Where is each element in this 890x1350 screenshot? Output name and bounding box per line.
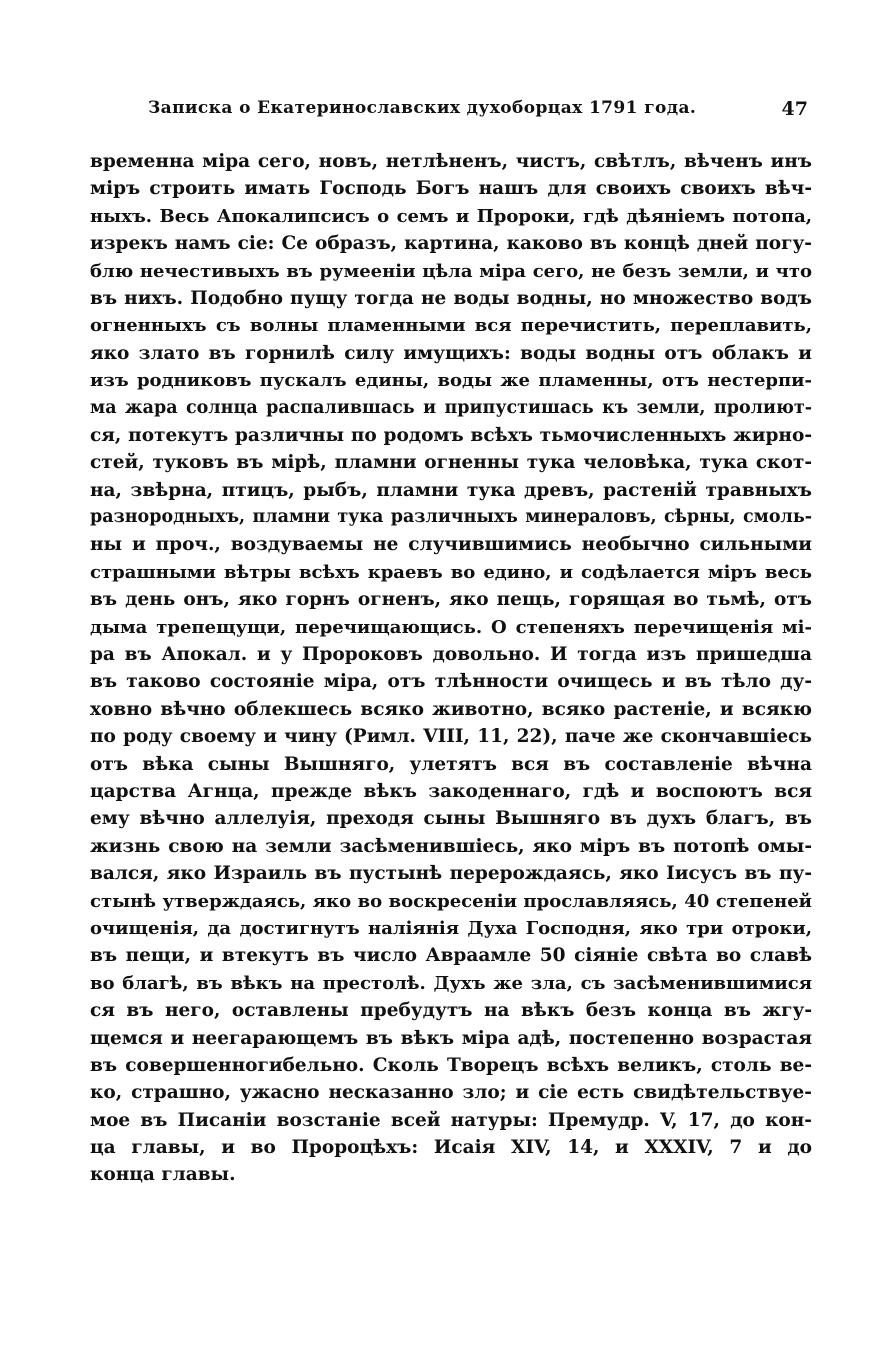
text-line: въ совершенногибельно. Сколь Творецъ всѣхъ великъ, столь ве-	[90, 1054, 812, 1076]
running-title: Записка о Екатеринославских духоборцах 1791 года.	[148, 98, 697, 118]
text-line: огненныхъ съ волны пламенными вся перечистить, переплавить,	[90, 315, 812, 337]
text-line: ра въ Апокал. и у Пророковъ довольно. И тогда изъ пришедша	[90, 644, 812, 666]
text-line: щемся и неегарающемъ въ вѣкъ міра адѣ, постепенно возрастая	[90, 1027, 812, 1049]
text-line: ся, потекутъ различны по родомъ всѣхъ тьмочисленныхъ жирно-	[90, 424, 812, 446]
text-line: стей, туковъ въ мірѣ, пламни огненны тука человѣка, тука скот-	[90, 452, 812, 474]
text-line: отъ вѣка сыны Вышняго, улетятъ вся въ составленіе вѣчна	[90, 753, 812, 775]
text-line: страшными вѣтры всѣхъ краевъ во едино, и содѣлается міръ весь	[90, 561, 812, 583]
text-line: разнородныхъ, пламни тука различныхъ минераловъ, сѣрны, смоль-	[90, 507, 812, 528]
text-line: во благѣ, въ вѣкъ на престолѣ. Духъ же зла, съ засѣменившимися	[90, 972, 812, 994]
text-line: ны и проч., воздуваемы не случившимись необычно сильными	[90, 534, 812, 556]
text-line: ся въ него, оставлены пребудутъ на вѣкъ безъ конца въ жгу-	[90, 1000, 812, 1022]
text-line: яко злато въ горнилѣ силу имущихъ: воды водны отъ облакъ и	[90, 342, 812, 364]
text-line: изъ родниковъ пускалъ едины, воды же пламенны, отъ нестерпи-	[90, 370, 812, 392]
text-line: изрекъ намъ сіе: Се образъ, картина, каково въ концѣ дней погу-	[90, 233, 812, 255]
text-line: ныхъ. Весь Апокалипсисъ о семъ и Пророки, гдѣ дѣяніемъ потопа,	[90, 205, 812, 227]
text-line: стынѣ утверждаясь, яко во воскресеніи прославляясь, 40 степеней	[90, 890, 812, 912]
text-line: въ пещи, и втекутъ въ число Авраамле 50 сіяніе свѣта во славѣ	[90, 945, 812, 967]
text-line: дыма трепещущи, перечищающись. О степеняхъ перечищенія мі-	[90, 616, 812, 638]
text-line-last: конца главы.	[90, 1164, 236, 1186]
text-line: въ день онъ, яко горнъ огненъ, яко пещь, горящая во тьмѣ, отъ	[90, 589, 812, 611]
text-line: ховно вѣчно облекшесь всяко животно, всяко растеніе, и всякю	[90, 698, 812, 720]
text-line: царства Агнца, прежде вѣкъ закоденнаго, гдѣ и воспоютъ вся	[90, 780, 812, 802]
text-line: временна міра сего, новъ, нетлѣненъ, чистъ, свѣтлъ, вѣченъ инъ	[90, 151, 812, 172]
text-line: вался, яко Израиль въ пустынѣ перерождаясь, яко Іисусъ въ пу-	[90, 863, 812, 885]
text-line: въ таково состояніе міра, отъ тлѣнности очищесь и въ тѣло ду-	[90, 671, 812, 693]
running-head	[118, 98, 808, 128]
text-line: въ нихъ. Подобно пущу тогда не воды водны, но множество водъ	[90, 287, 812, 309]
text-line: на, звѣрна, птицъ, рыбъ, пламни тука древъ, растеній травныхъ	[90, 479, 812, 501]
text-line: ца главы, и во Пророцѣхъ: Исаія XIV, 14, и XXXIV, 7 и до	[90, 1137, 812, 1159]
text-line: блю нечестивыхъ въ румееніи цѣла міра сего, не безъ земли, и что	[90, 260, 812, 282]
page-number: 47	[781, 98, 808, 120]
text-line: ма жара солнца распалившась и припустишась къ земли, пролиют-	[90, 397, 812, 418]
text-line: жизнь свою на земли засѣменившіесь, яко міръ въ потопѣ омы-	[90, 835, 812, 857]
text-line: мое въ Писаніи возстаніе всей натуры: Премудр. V, 17, до кон-	[90, 1109, 812, 1131]
text-line: ему вѣчно аллелуія, преходя сыны Вышняго въ духъ благъ, въ	[90, 808, 812, 830]
text-line: по роду своему и чину (Римл. VIII, 11, 22), паче же скончавшіесь	[90, 726, 812, 748]
text-line: очищенія, да достигнутъ наліянія Духа Господня, яко три отроки,	[90, 917, 812, 939]
body-text	[90, 148, 812, 1189]
text-line: міръ строить имать Господь Богъ нашъ для своихъ своихъ вѣч-	[90, 178, 812, 200]
text-line: ко, страшно, ужасно несказанно зло; и сіе есть свидѣтельствуе-	[90, 1082, 812, 1104]
